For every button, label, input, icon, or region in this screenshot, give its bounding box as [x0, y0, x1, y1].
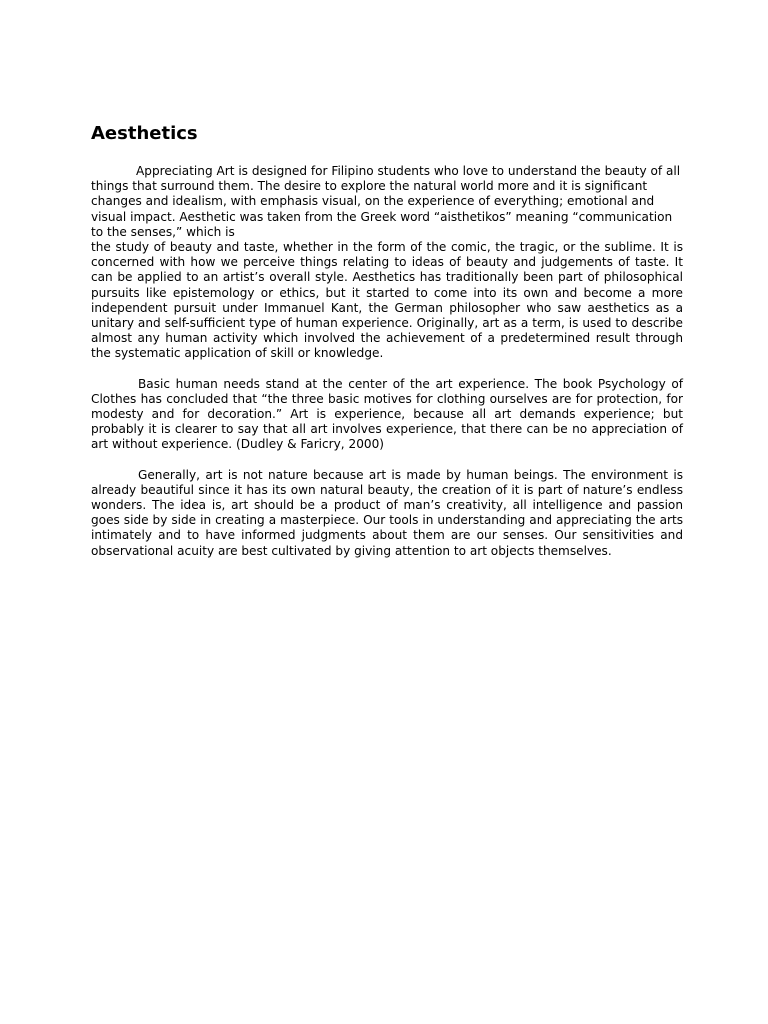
paragraph-art-nature: Generally, art is not nature because art is made by human beings. The environment is already beautiful since it has its own natural beauty, the creation of it is part of nature’s endless wonders. The idea is, art should be a product of man’s creativity, all intelligence and passion goes side by side in creating a masterpiece. Our tools in understanding and appreciating the arts intimately and to have informed judgments about them are our senses. Our sensitivities and observational acuity are best cultivated by giving attention to art objects themselves. [91, 467, 683, 558]
document-title: Aesthetics [91, 123, 198, 144]
paragraph-definition: the study of beauty and taste, whether in the form of the comic, the tragic, or the sublime. It is concerned with how we perceive things relating to ideas of beauty and judgements of taste. It can be applied to an artist’s overall style. Aesthetics has traditionally been part of philosophical pursuits like epistemology or ethics, but it started to come into its own and become a more independent pursuit under Immanuel Kant, the German philosopher who saw aesthetics as a unitary and self-sufficient type of human experience. Originally, art as a term, is used to describe almost any human activity which involved the achievement of a predetermined result through the systematic application of skill or knowledge. [91, 240, 683, 361]
paragraph-human-needs: Basic human needs stand at the center of the art experience. The book Psychology of Clothes has concluded that “the three basic motives for clothing ourselves are for protection, for modesty and for decoration.” Art is experience, because all art demands experience; but probably it is clearer to say that all art involves experience, that there can be no appreciation of art without experience. (Dudley & Faricry, 2000) [91, 376, 683, 452]
document-page [91, 122, 683, 574]
paragraph-intro: Appreciating Art is designed for Filipino students who love to understand the beauty of all things that surround them. The desire to explore the natural world more and it is significant changes and idealism, with emphasis visual, on the experience of everything; emotional and visual impact. Aesthetic was taken from the Greek word “aisthetikos” meaning “communication to the senses,” which is [91, 164, 681, 239]
